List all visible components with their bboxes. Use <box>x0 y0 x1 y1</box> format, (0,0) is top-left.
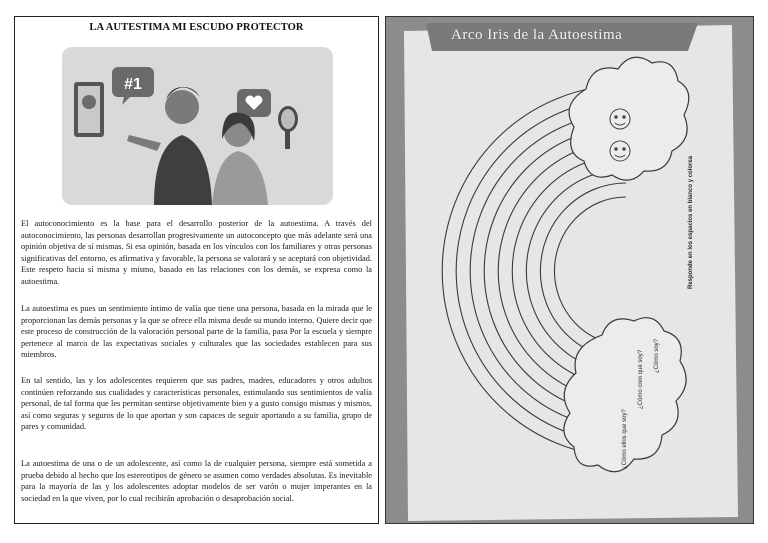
question-como-creo: ¿Cómo creo que soy? <box>638 349 644 409</box>
self-esteem-illustration <box>62 47 333 205</box>
document-title: LA AUTESTIMA MI ESCUDO PROTECTOR <box>89 22 304 33</box>
worksheet-photo <box>385 16 754 524</box>
boy-figure <box>165 90 199 124</box>
paragraph-4: La autoestima de una o de un adolescente, así como la de cualquier persona, siempre está sometida a prueba debido al hecho que los estereotipos de género se asumen como verdades absolutas. Es inevitable para la mayoría de las y los adolescentes adoptar modelos de ser varón o mujer imperantes en la sociedad en la que viven, por lo cual recibirán aprobación o desaprobación social. <box>21 459 372 503</box>
paragraph-1: El autoconocimiento es la base para el desarrollo posterior de la autoestima. A través del autoconocimiento, las personas desarrollan progresivamente un autoconcepto que más adelante será una opinión objetiva de sí mismas. Si esa opinión, basada en los vínculos con los familiares y otras personas significativas del entorno, es afirmativa y favorable, la persona se valorará y se aceptará con objetividad. Este respeto hacia sí misma y mismo, basado en las relaciones con los demás, se expresa como la autoestima. <box>21 219 372 286</box>
question-como-soy: ¿Cómo soy? <box>654 338 660 373</box>
paragraph-2: La autoestima es pues un sentimiento íntimo de valía que tiene una persona, basada en la mirada que le proporcionan las demás personas y la que se ofrece ella misma desde su mundo interno. Quiere decir que este proceso de construcción de la valoración personal parte de la familia, pasa Por la escuela y siempre pertenece al marco de las expectativas sociales y culturales que las sociedades establecen para sus miembros. <box>21 304 372 360</box>
rainbow-worksheet-drawing <box>386 17 753 523</box>
question-como-ellos: ¿Cómo ellos que soy? <box>622 409 628 469</box>
badge-number: #1 <box>124 76 142 93</box>
worksheet-instruction: Responde en los espacios en blanco y colorea <box>688 155 694 289</box>
worksheet-banner-title: Arco Iris de la Autoestima <box>451 27 623 43</box>
paragraph-3: En tal sentido, las y los adolescentes requieren que sus padres, madres, educadores y otros adultos continúen reforzando sus cualidades y características personales, estimulando sus sentimientos de valía personal, de tal forma que les permitan sentirse objetivamente bien y a gusto consigo mismas y mismos, así como seguras y seguros de lo que aportan y son capaces de seguir aportando a su familia, grupo de pares y comunidad. <box>21 376 372 432</box>
document-page <box>14 16 379 524</box>
